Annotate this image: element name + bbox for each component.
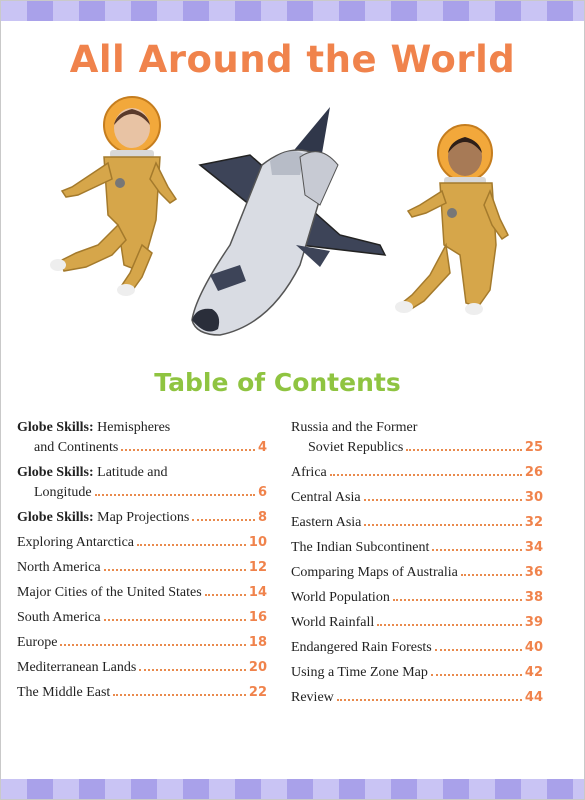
toc-entry-title: Map Projections (93, 510, 190, 525)
toc-entry (17, 658, 267, 678)
toc-entry-line (17, 438, 267, 458)
toc-dot-leader (461, 574, 522, 576)
toc-entry-line (17, 508, 267, 528)
toc-entry (291, 563, 543, 583)
toc-page-number: 30 (524, 490, 543, 505)
toc-entry (291, 513, 543, 533)
astronaut-right-illustration (395, 125, 508, 315)
toc-entry-title: The Middle East (17, 685, 111, 700)
toc-entry-line (17, 608, 267, 628)
toc-entry-title: Review (291, 690, 334, 705)
toc-entry-line (291, 513, 543, 533)
toc-entry-line (291, 663, 543, 683)
toc-page-number: 12 (248, 560, 267, 575)
toc-entry-title: World Rainfall (291, 615, 375, 630)
toc-entry-title-continued: and Continents (34, 440, 119, 455)
toc-entry-title: Comparing Maps of Australia (291, 565, 458, 580)
toc-entry (17, 683, 267, 703)
toc-entry (291, 613, 543, 633)
toc-dot-leader (137, 544, 246, 546)
toc-entry (291, 588, 543, 608)
toc-column-left (17, 418, 267, 708)
toc-entry-line (291, 638, 543, 658)
toc-entry-title-continued: Longitude (34, 485, 92, 500)
toc-dot-leader (113, 694, 246, 696)
toc-dot-leader (435, 649, 522, 651)
space-shuttle-illustration (192, 107, 385, 335)
toc-entry-line (291, 418, 543, 438)
toc-entry (17, 418, 267, 458)
toc-entry-line (291, 488, 543, 508)
toc-entry-line (291, 563, 543, 583)
toc-entry-title: The Indian Subcontinent (291, 540, 430, 555)
toc-entry (17, 558, 267, 578)
toc-dot-leader (393, 599, 522, 601)
toc-dot-leader (330, 474, 522, 476)
toc-entry-line (17, 658, 267, 678)
toc-dot-leader (205, 594, 246, 596)
toc-page-number: 26 (524, 465, 543, 480)
toc-page-number: 38 (524, 590, 543, 605)
toc-page-number: 10 (248, 535, 267, 550)
toc-entry-title-continued: Soviet Republics (308, 440, 404, 455)
top-stripe-border (1, 1, 584, 21)
toc-dot-leader (139, 669, 246, 671)
toc-page-number: 42 (524, 665, 543, 680)
toc-entry (17, 508, 267, 528)
toc-entry (17, 583, 267, 603)
toc-page-number: 4 (257, 440, 267, 455)
toc-page-number: 14 (248, 585, 267, 600)
toc-dot-leader (432, 549, 521, 551)
toc-dot-leader (192, 519, 255, 521)
toc-entry-title: Using a Time Zone Map (291, 665, 428, 680)
toc-entry-line (17, 583, 267, 603)
astronaut-left-illustration (50, 97, 176, 296)
toc-entry-title: Europe (17, 635, 58, 650)
toc-dot-leader (60, 644, 245, 646)
toc-entry (291, 488, 543, 508)
toc-entry-line (291, 588, 543, 608)
toc-page-number: 32 (524, 515, 543, 530)
page-title: All Around the World (69, 38, 516, 81)
toc-entry-title: World Population (291, 590, 390, 605)
toc-entry-line (17, 633, 267, 653)
toc-entry-bold-label: Globe Skills: (17, 510, 94, 525)
toc-entry (17, 463, 267, 503)
toc-heading: Table of Contents (154, 368, 401, 397)
toc-page-number: 20 (248, 660, 267, 675)
toc-entry-title: Eastern Asia (291, 515, 362, 530)
toc-dot-leader (121, 449, 255, 451)
toc-entry-line (17, 533, 267, 553)
toc-page-number: 25 (524, 440, 543, 455)
toc-page-number: 40 (524, 640, 543, 655)
toc-entry-line (291, 688, 543, 708)
toc-page-number: 36 (524, 565, 543, 580)
toc-entry-title: Mediterranean Lands (17, 660, 137, 675)
toc-page-number: 34 (524, 540, 543, 555)
toc-entry-line (17, 463, 267, 483)
toc-page-number: 22 (248, 685, 267, 700)
toc-entry-title: North America (17, 560, 101, 575)
toc-entry-line (291, 463, 543, 483)
toc-entry-bold-label: Globe Skills: (17, 465, 94, 480)
toc-entry (291, 463, 543, 483)
toc-entry-title: Latitude and (93, 465, 168, 480)
toc-dot-leader (104, 569, 246, 571)
toc-dot-leader (364, 499, 522, 501)
toc-page-number: 6 (257, 485, 267, 500)
toc-entry-title: Hemispheres (93, 420, 171, 435)
toc-entry-line (291, 438, 543, 458)
toc-entry (291, 538, 543, 558)
toc-entry-line (291, 613, 543, 633)
toc-entry-title: South America (17, 610, 101, 625)
toc-entry (17, 633, 267, 653)
toc-entry-line (17, 683, 267, 703)
toc-page-number: 16 (248, 610, 267, 625)
toc-dot-leader (431, 674, 522, 676)
toc-entry-line (17, 418, 267, 438)
toc-entry (291, 638, 543, 658)
toc-dot-leader (377, 624, 522, 626)
bottom-stripe-border (1, 779, 584, 799)
toc-page-number: 39 (524, 615, 543, 630)
toc-dot-leader (337, 699, 522, 701)
toc-entry-bold-label: Globe Skills: (17, 420, 94, 435)
toc-entry (17, 533, 267, 553)
toc-entry (291, 688, 543, 708)
toc-page-number: 8 (257, 510, 267, 525)
toc-page-number: 18 (248, 635, 267, 650)
toc-entry-title: Africa (291, 465, 327, 480)
toc-dot-leader (95, 494, 255, 496)
toc-entry-title: Endangered Rain Forests (291, 640, 432, 655)
toc-entry-title: Exploring Antarctica (17, 535, 135, 550)
toc-page-number: 44 (524, 690, 543, 705)
toc-entry (291, 663, 543, 683)
toc-entry-line (291, 538, 543, 558)
toc-entry-line (17, 558, 267, 578)
toc-entry (17, 608, 267, 628)
toc-entry (291, 418, 543, 458)
illustration (0, 95, 585, 355)
toc-entry-title: Central Asia (291, 490, 361, 505)
toc-entry-title: Russia and the Former (291, 420, 418, 435)
toc-dot-leader (104, 619, 246, 621)
toc-column-right (291, 418, 543, 713)
toc-dot-leader (406, 449, 522, 451)
toc-entry-title: Major Cities of the United States (17, 585, 202, 600)
toc-entry-line (17, 483, 267, 503)
toc-dot-leader (364, 524, 522, 526)
